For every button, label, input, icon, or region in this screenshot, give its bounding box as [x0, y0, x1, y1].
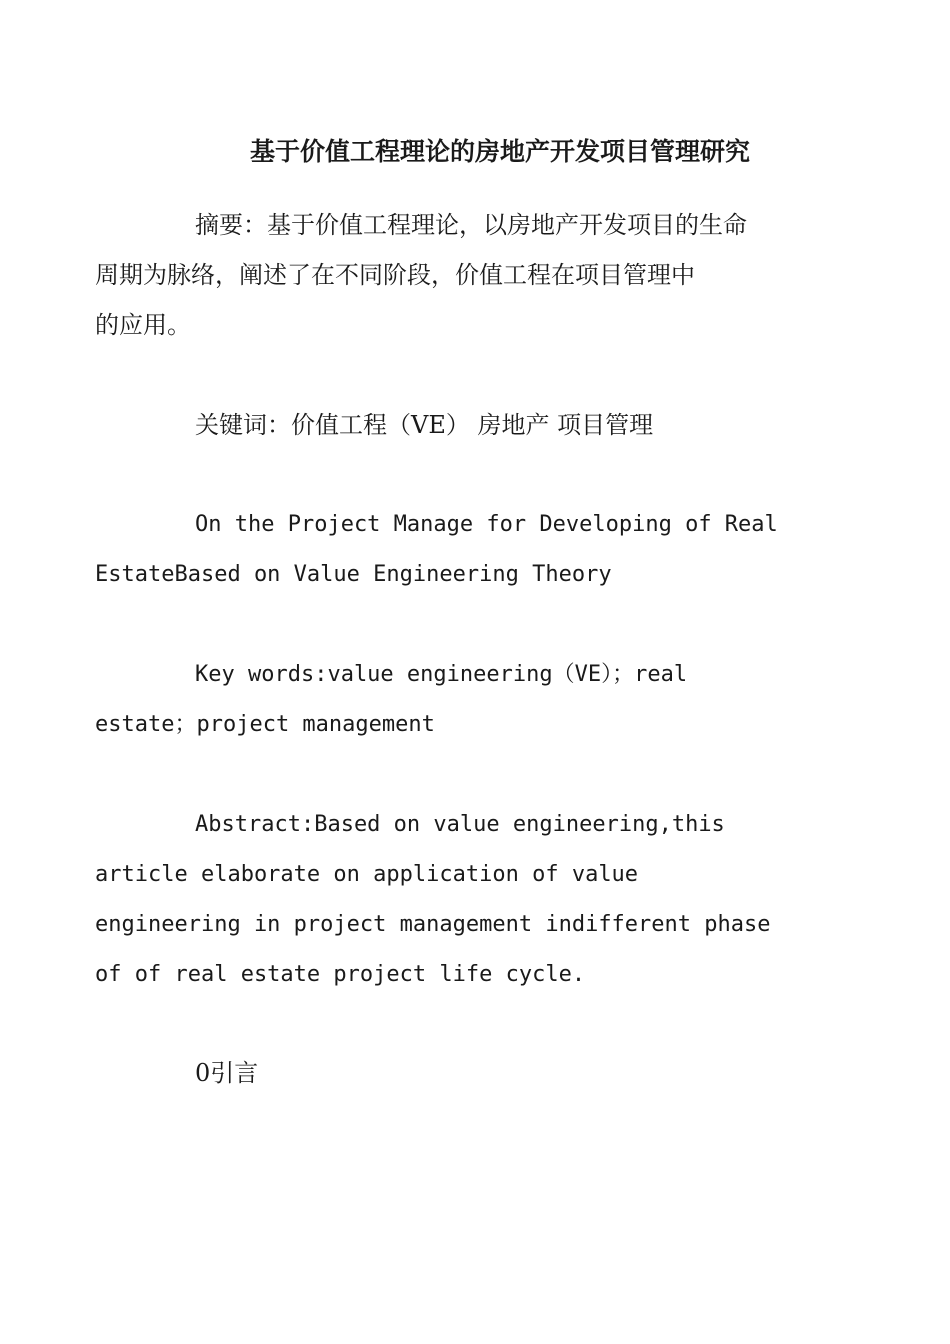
abstract-english-line: engineering in project management indifferent phase: [95, 912, 771, 937]
english-title-line: On the Project Manage for Developing of Real: [195, 512, 778, 537]
abstract-chinese-line: 的应用。: [95, 311, 191, 339]
english-title-line: EstateBased on Value Engineering Theory: [95, 562, 612, 587]
english-title: [95, 500, 800, 600]
abstract-english-line: of of real estate project life cycle.: [95, 962, 586, 987]
section-heading-text: 0引言: [195, 1059, 259, 1087]
document-title: 基于价值工程理论的房地产开发项目管理研究: [249, 137, 750, 166]
abstract-chinese-line: 摘要：基于价值工程理论，以房地产开发项目的生命: [195, 211, 747, 239]
abstract-english: [95, 800, 800, 1000]
abstract-chinese-line: 周期为脉络，阐述了在不同阶段，价值工程在项目管理中: [95, 261, 695, 289]
keywords-english: [95, 650, 800, 750]
abstract-english-line: article elaborate on application of value: [95, 862, 639, 887]
abstract-english-line: Abstract:Based on value engineering,this: [195, 812, 725, 837]
keywords-english-line: Key words:value engineering（VE）；real: [195, 662, 688, 687]
keywords-chinese-text: 关键词：价值工程（VE） 房地产 项目管理: [195, 411, 654, 439]
section-heading-introduction: [145, 1048, 805, 1098]
keywords-english-line: estate；project management: [95, 712, 435, 737]
abstract-chinese: [95, 200, 805, 350]
keywords-chinese: [145, 400, 805, 450]
